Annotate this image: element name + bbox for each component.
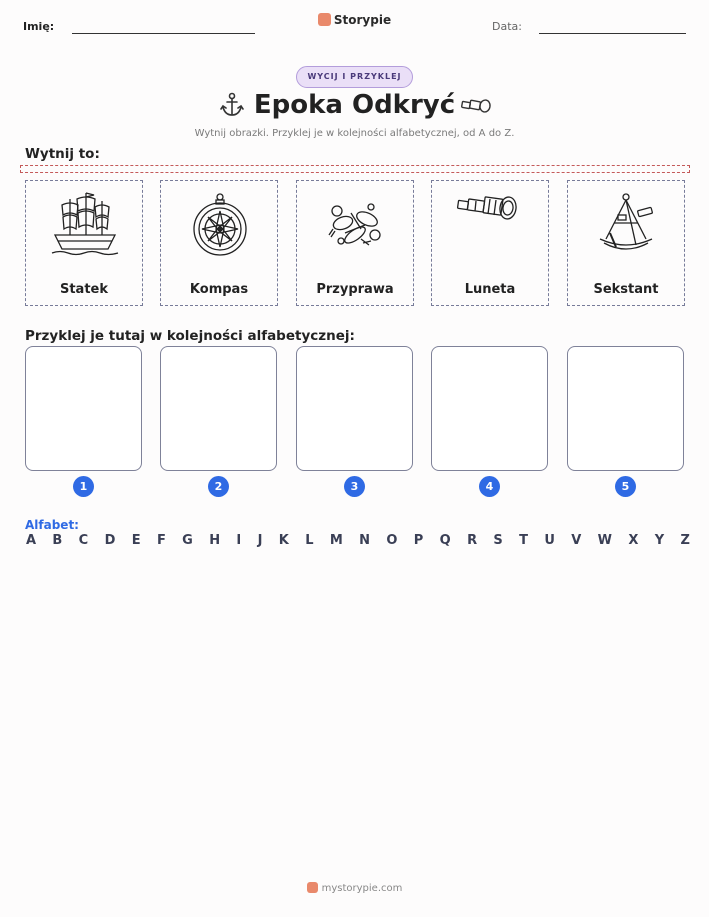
cut-card-sekstant[interactable]	[567, 180, 685, 306]
alphabet-letter: W	[597, 533, 613, 548]
slot-number-badge: 1	[73, 476, 94, 497]
alphabet-letter: M	[329, 533, 343, 548]
cut-heading: Wytnij to:	[25, 146, 100, 162]
paste-slot-2[interactable]	[160, 346, 277, 471]
paste-heading: Przyklej je tutaj w kolejności alfabetycznej:	[25, 328, 355, 344]
brand-logo	[0, 13, 709, 27]
alphabet-letter: F	[156, 533, 166, 548]
spice-icon	[321, 189, 391, 259]
alphabet-letter: K	[278, 533, 289, 548]
date-label: Data:	[492, 20, 522, 33]
ship-icon	[50, 189, 120, 259]
slot-number-badge: 5	[615, 476, 636, 497]
alphabet-letter: N	[359, 533, 371, 548]
alphabet-letter: P	[413, 533, 424, 548]
name-label: Imię:	[23, 20, 55, 33]
card-label: Kompas	[189, 282, 249, 297]
spyglass-icon	[456, 189, 526, 259]
cut-card-kompas[interactable]	[160, 180, 278, 306]
cut-card-przyprawa[interactable]	[296, 180, 414, 306]
alphabet-letter: R	[467, 533, 478, 548]
page-title: Epoka Odkryć	[253, 90, 456, 120]
brand-name: Storypie	[333, 13, 392, 27]
slot-number-badge: 4	[479, 476, 500, 497]
page-subtitle: Wytnij obrazki. Przyklej je w kolejności alfabetycznej, od A do Z.	[194, 128, 515, 139]
alphabet-letter: Q	[439, 533, 451, 548]
paste-slot-3[interactable]	[296, 346, 413, 471]
storypie-logo-icon	[318, 13, 331, 26]
slot-number-badge: 2	[208, 476, 229, 497]
alphabet-letter: D	[104, 533, 116, 548]
alphabet-letter: L	[305, 533, 314, 548]
alphabet-letter: G	[182, 533, 193, 548]
card-label: Statek	[59, 282, 109, 297]
card-label: Sekstant	[593, 282, 659, 297]
paste-slot-5[interactable]	[567, 346, 684, 471]
alphabet-row	[26, 533, 690, 548]
alphabet-letter: C	[78, 533, 89, 548]
compass-icon	[185, 189, 255, 259]
telescope-icon	[460, 96, 492, 114]
alphabet-letter: J	[257, 533, 263, 548]
alphabet-letter: O	[386, 533, 398, 548]
alphabet-letter: A	[26, 533, 37, 548]
alphabet-heading: Alfabet:	[25, 518, 79, 532]
alphabet-letter: S	[493, 533, 503, 548]
alphabet-letter: V	[571, 533, 582, 548]
storypie-logo-icon	[307, 882, 318, 893]
alphabet-letter: H	[209, 533, 221, 548]
card-label: Luneta	[464, 282, 516, 297]
footer-url: mystorypie.com	[321, 883, 403, 894]
alphabet-letter: Y	[654, 533, 665, 548]
footer	[0, 882, 709, 894]
cut-card-luneta[interactable]	[431, 180, 549, 306]
date-line[interactable]	[539, 33, 686, 34]
sextant-icon	[592, 189, 662, 259]
alphabet-letter: I	[236, 533, 242, 548]
paste-slot-1[interactable]	[25, 346, 142, 471]
alphabet-letter: Z	[680, 533, 690, 548]
alphabet-letter: X	[628, 533, 639, 548]
name-line[interactable]	[72, 33, 255, 34]
alphabet-letter: T	[519, 533, 529, 548]
cut-line	[20, 165, 690, 173]
card-label: Przyprawa	[316, 282, 394, 297]
slot-number-badge: 3	[344, 476, 365, 497]
alphabet-letter: U	[544, 533, 555, 548]
alphabet-letter: E	[131, 533, 141, 548]
cut-card-statek[interactable]	[25, 180, 143, 306]
activity-badge: WYCIJ I PRZYKLEJ	[296, 66, 413, 88]
alphabet-letter: B	[52, 533, 63, 548]
paste-slot-4[interactable]	[431, 346, 548, 471]
